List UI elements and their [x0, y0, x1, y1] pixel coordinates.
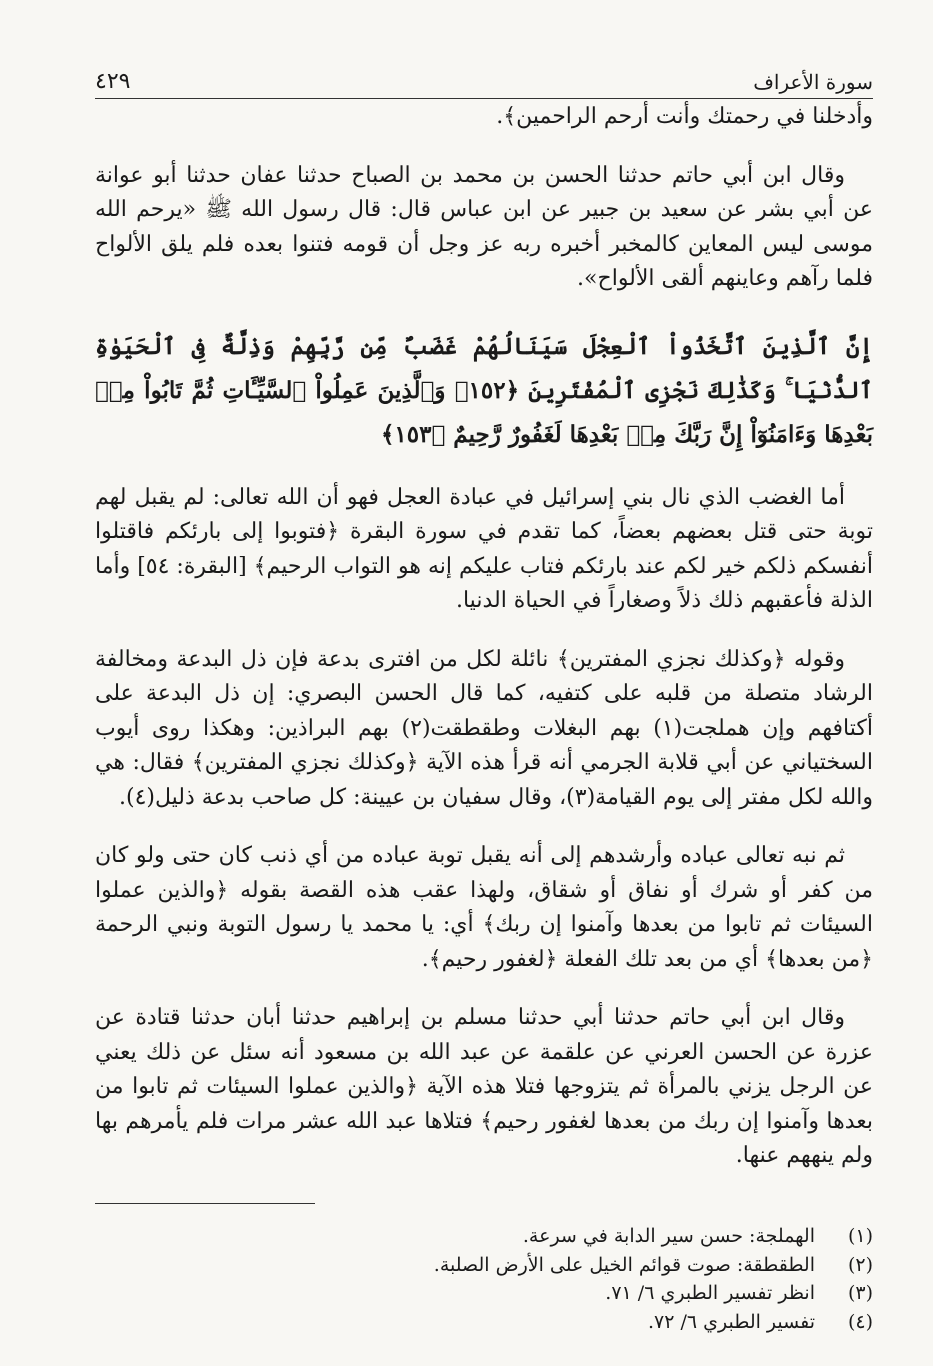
footnote-number: (٢) [847, 1253, 873, 1276]
footnote-number: (٣) [847, 1282, 873, 1304]
footnotes [95, 1222, 873, 1336]
footnote-text: انظر تفسير الطبري ٦/ ٧١. [605, 1282, 815, 1304]
book-page [95, 40, 873, 1346]
footnote [95, 1251, 873, 1280]
footnote [95, 1222, 873, 1251]
footnote-text: تفسير الطبري ٦/ ٧٢. [647, 1310, 815, 1333]
paragraph-3: أما الغضب الذي نال بني إسرائيل في عبادة العجل فهو أن الله تعالى: لم يقبل لهم توبة حتى قتل بعضهم بعضاً، كما تقدم في سورة البقرة ﴿فتوبوا إلى بارئكم فاقتلوا أنفسكم ذلكم خير لكم عند بارئكم فتاب عليكم إنه هو التواب الرحيم﴾ [البقرة: ٥٤] وأما الذلة فأعقبهم ذلك ذلاً وصغاراً في الحياة الدنيا. [94, 484, 873, 613]
footnote-number: (١) [847, 1225, 873, 1247]
footnote-text: الطقطقة: صوت قوائم الخيل على الأرض الصلبة. [433, 1253, 815, 1276]
paragraph-4: وقوله ﴿وكذلك نجزي المفترين﴾ نائلة لكل من افترى بدعة فإن ذل البدعة ومخالفة الرشاد متصلة من قلبه على كتفيه، كما قال الحسن البصري: إن ذل البدعة على أكتافهم وإن هملجت(١) بهم البغلات وطقطقت(٢) بهم البراذين: وهكذا روى أيوب السختياني عن أبي قلابة الجرمي أنه قرأ هذه الآية ﴿وكذلك نجزي المفترين﴾ فقال: هي والله لكل مفتر إلى يوم القيامة(٣)، وقال سفيان بن عيينة: كل صاحب بدعة ذليل(٤). [95, 646, 873, 810]
footnote-divider [95, 1203, 315, 1204]
main-text [95, 100, 873, 1174]
surah-title: سورة الأعراف [753, 70, 873, 94]
paragraph-1: وأدخلنا في رحمتك وأنت أرحم الراحمين﴾. [496, 104, 873, 129]
paragraph-6: وقال ابن أبي حاتم حدثنا أبي حدثنا مسلم بن إبراهيم حدثنا أبان حدثنا قتادة عن عزرة عن الحسن العرني عن علقمة عن عبد الله بن مسعود أنه سئل عن ذلك يعني عن الرجل يزني بالمرأة ثم يتزوجها فتلا هذه الآية ﴿والذين عملوا السيئات ثم تابوا من بعدها وآمنوا إن ربك من بعدها لغفور رحيم﴾ فتلاها عبد الله عشر مرات فلم يأمرهم بها ولم ينههم عنها. [95, 1005, 873, 1168]
page-header [95, 58, 873, 99]
footnote [95, 1308, 873, 1337]
paragraph-5: ثم نبه تعالى عباده وأرشدهم إلى أنه يقبل توبة عباده من أي ذنب كان حتى ولو كان من كفر أو شرك أو نفاق أو شقاق، ولهذا عقب هذه القصة بقوله ﴿والذين عملوا السيئات ثم تابوا من بعدها وآمنوا إن ربك﴾ أي: يا محمد يا رسول التوبة ونبي الرحمة ﴿من بعدها﴾ أي من بعد تلك الفعلة ﴿لغفور رحيم﴾. [95, 843, 873, 972]
footnote [95, 1279, 873, 1308]
footnote-text: الهملجة: حسن سير الدابة في سرعة. [522, 1225, 815, 1247]
page-number: ٤٢٩ [95, 69, 131, 94]
footnote-number: (٤) [847, 1310, 873, 1333]
quran-verses: إِنَّ ٱلَّذِينَ ٱتَّخَذُواْ ٱلْعِجْلَ سَيَنَالُهُمْ غَضَبٌ مِّن رَّبِّهِمْ وَذِلَّةٌ فِى ٱلْحَيَوٰةِ ٱلدُّنْيَا ۚ وَكَذَٰلِكَ نَجْزِى ٱلْمُفْتَرِينَ ﴿١٥٢﴾ وَٱلَّذِينَ عَمِلُواْ ٱلسَّيِّـَٔاتِ ثُمَّ تَابُواْ مِنۢ بَعْدِهَا وَءَامَنُوٓاْ إِنَّ رَبَّكَ مِنۢ بَعْدِهَا لَغَفُورٌ رَّحِيمٌ ﴿١٥٣﴾ [95, 332, 873, 448]
paragraph-2: وقال ابن أبي حاتم حدثنا الحسن بن محمد بن الصباح حدثنا عفان حدثنا أبو عوانة عن أبي بشر عن سعيد بن جبير عن ابن عباس قال: قال رسول الله ﷺ «يرحم الله موسى ليس المعاين كالمخبر أخبره ربه عز وجل أن قومه فتنوا بعده فلم يلق الألواح فلما رآهم وعاينهم ألقى الألواح». [95, 162, 873, 291]
